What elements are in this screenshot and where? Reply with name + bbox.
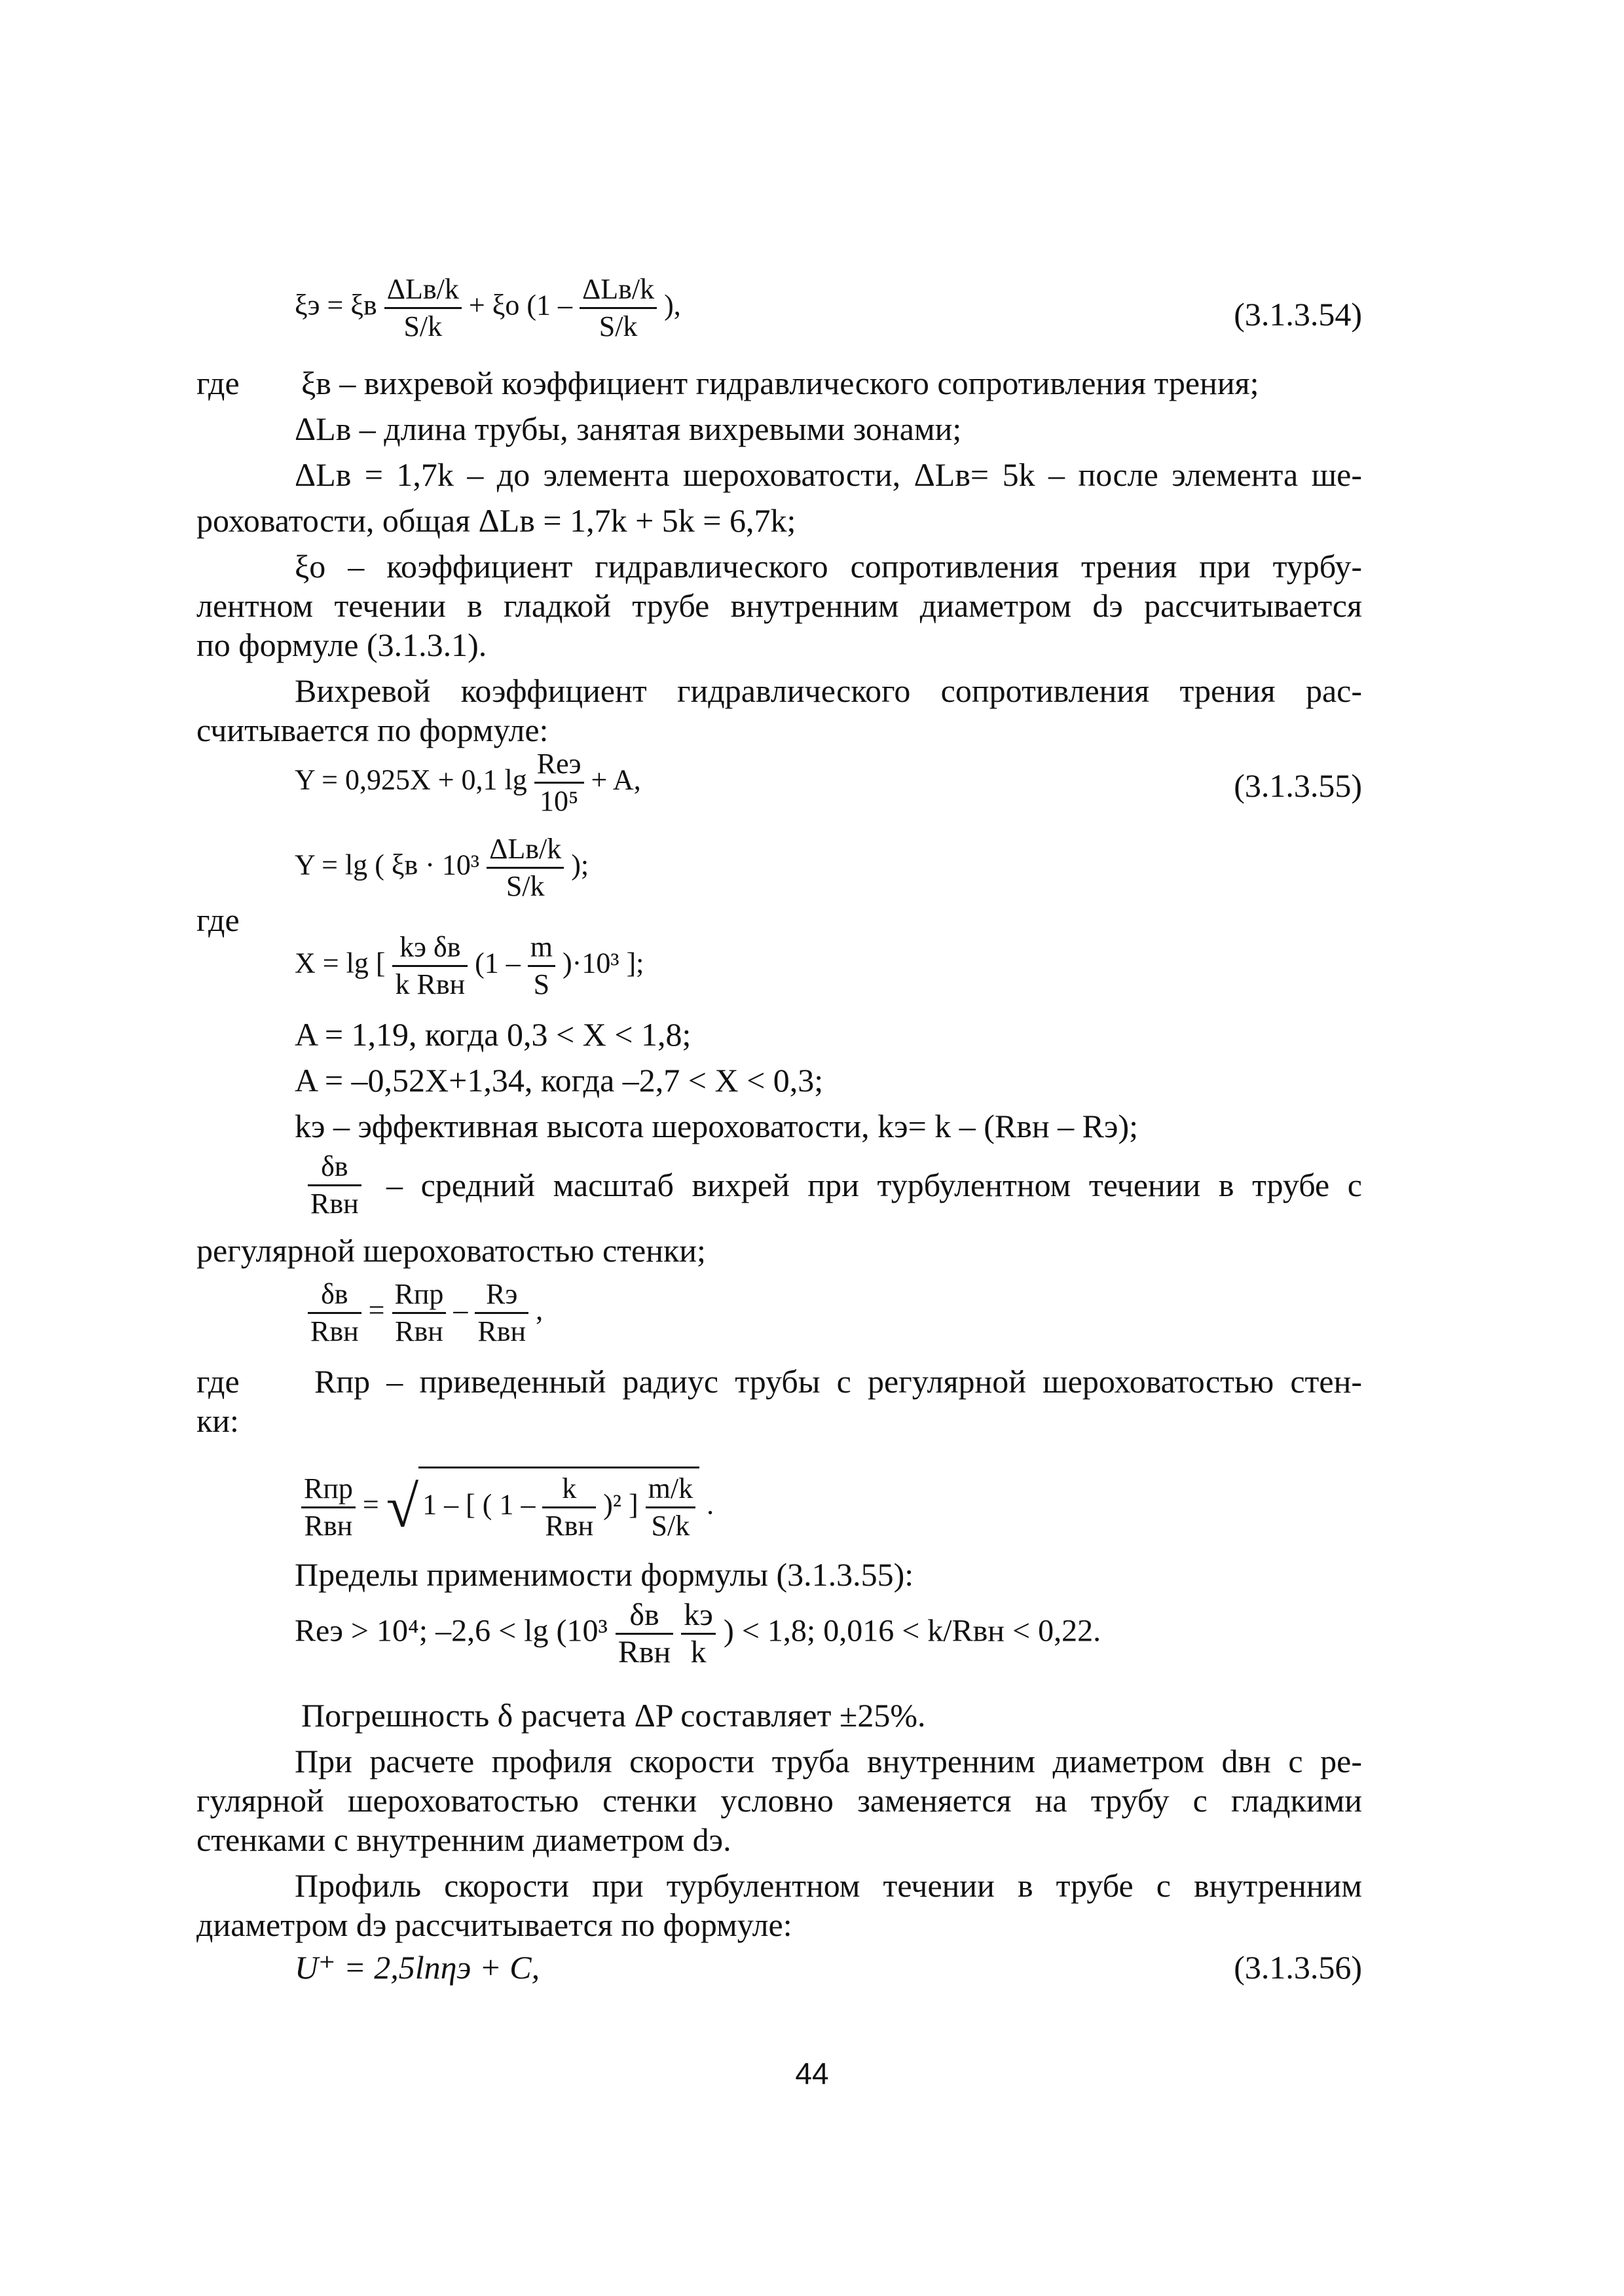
equation-3-1-3-56: U⁺ = 2,5lnηэ + C, (295, 1949, 540, 1986)
text-line: диаметром dэ рассчитывается по формуле: (196, 1906, 792, 1943)
text-line: ξо – коэффициент гидравлического сопротивления трения при турбу- (295, 548, 1362, 585)
text-line: роховатости, общая ΔLв = 1,7k + 5k = 6,7k; (196, 502, 796, 539)
text-line: A = 1,19, когда 0,3 < X < 1,8; (295, 1016, 692, 1053)
page-number: 44 (795, 2056, 829, 2090)
fraction: $\frac{\delta в}{\text{Rвн}}$ (308, 1277, 361, 1349)
fraction: $\frac{\delta в}{\text{Rвн}}$ (616, 1597, 673, 1670)
delta-ratio (308, 1149, 361, 1222)
text-line: лентном течении в гладкой трубе внутренним диаметром dэ рассчитывается (196, 587, 1362, 624)
equation-delta: $\frac{\delta в}{\text{Rвн}}$ = $\frac{\text{Rпр}}{\text{Rвн}}$ – $\frac{Rэ}{\text{Rвн}}$ , (308, 1277, 543, 1349)
where-label: где (196, 365, 240, 401)
fraction: $\frac{\text{ΔLв/k}}{S/k}$ (580, 272, 657, 344)
text-line: считывается по формуле: (196, 712, 549, 748)
fraction: $\frac{\text{ΔLв/k}}{S/k}$ (384, 272, 462, 344)
equation-x: X = lg [ $\frac{\text{kэ δв}}{\text{k Rвн}}$ (1 – $\frac{m}{S}$ )·10³ ]; (295, 930, 644, 1002)
radicand: 1 – [ ( 1 – $\frac{k}{\text{Rвн}}$ )² ] $\frac{m/k}{S/k}$ (418, 1467, 699, 1546)
text-line: При расчете профиля скорости труба внутренним диаметром dвн с ре- (295, 1743, 1362, 1779)
text-line: Rпр – приведенный радиус трубы с регулярной шероховатостью стен- (314, 1363, 1362, 1400)
text-line: регулярной шероховатостью стенки; (196, 1232, 706, 1269)
square-root-icon: √ (386, 1474, 419, 1540)
text-line: гулярной шероховатостью стенки условно заменяется на трубу с гладкими (196, 1782, 1362, 1819)
equation-number: (3.1.3.55) (1234, 767, 1362, 804)
fraction: $\frac{Rэ}{\text{Rвн}}$ (475, 1277, 528, 1349)
text-line: ΔLв – длина трубы, занятая вихревыми зонами; (295, 410, 962, 447)
fraction: $\frac{\text{Rпр}}{\text{Rвн}}$ (301, 1471, 356, 1544)
equation-y: Y = lg ( ξв · 10³ $\frac{\text{ΔLв/k}}{S/k}$ ); (295, 831, 589, 904)
text-line: ки: (196, 1402, 239, 1439)
where-label: где (196, 902, 240, 938)
text-line: kэ – эффективная высота шероховатости, kэ= k – (Rвн – Rэ); (295, 1108, 1139, 1144)
text-line: Погрешность δ расчета ΔP составляет ±25%. (301, 1697, 926, 1734)
equation-number: (3.1.3.56) (1234, 1949, 1362, 1986)
text-line: Вихревой коэффициент гидравлического сопротивления трения рас- (295, 672, 1362, 709)
equation-limits: Reэ > 10⁴; –2,6 < lg (10³ $\frac{\delta в}{\text{Rвн}}$ $\frac{kэ}{k}$ ) < 1,8; 0,016 < k/Rвн < 0,22. (295, 1597, 1101, 1669)
fraction: $\frac{m/k}{S/k}$ (646, 1471, 695, 1544)
text-line: по формуле (3.1.3.1). (196, 627, 487, 663)
fraction: $\frac{\text{Rпр}}{\text{Rвн}}$ (392, 1277, 447, 1349)
fraction: $\frac{m}{S}$ (528, 930, 555, 1002)
fraction: $\frac{k}{\text{Rвн}}$ (542, 1471, 596, 1544)
fraction: $\frac{\text{kэ δв}}{\text{k Rвн}}$ (392, 930, 468, 1002)
fraction: $\frac{\delta в}{\text{Rвн}}$ (308, 1149, 361, 1222)
equation-number: (3.1.3.54) (1234, 296, 1362, 333)
fraction: $\frac{\text{Reэ}}{\text{10⁵}}$ (534, 746, 584, 819)
text-line: Профиль скорости при турбулентном течении в трубе с внутренним (295, 1867, 1362, 1904)
text-line: ξв – вихревой коэффициент гидравлического сопротивления трения; (301, 365, 1259, 401)
equation-3-1-3-54: ξэ = ξв $\frac{\text{ΔLв/k}}{S/k}$ + ξо (1 – $\frac{\text{ΔLв/k}}{S/k}$ ), (295, 272, 681, 344)
where-label: где (196, 1363, 240, 1400)
text-line: Пределы применимости формулы (3.1.3.55): (295, 1556, 914, 1593)
text-line: A = –0,52X+1,34, когда –2,7 < X < 0,3; (295, 1062, 824, 1099)
fraction: $\frac{kэ}{k}$ (681, 1597, 716, 1670)
text-line: – средний масштаб вихрей при турбулентном течении в трубе с (386, 1167, 1362, 1203)
equation-rpr: $\frac{\text{Rпр}}{\text{Rвн}}$ = √ 1 – [ ( 1 – $\frac{k}{\text{Rвн}}$ )² ] $\frac{m/k}{S/k}$ . (301, 1467, 714, 1546)
text-line: ΔLв = 1,7k – до элемента шероховатости, ΔLв= 5k – после элемента ше- (295, 456, 1362, 493)
fraction: $\frac{\text{ΔLв/k}}{S/k}$ (487, 831, 564, 904)
text-line: стенками с внутренним диаметром dэ. (196, 1821, 731, 1858)
equation-3-1-3-55: Y = 0,925X + 0,1 lg $\frac{\text{Reэ}}{\text{10⁵}}$ + A, (295, 746, 641, 819)
